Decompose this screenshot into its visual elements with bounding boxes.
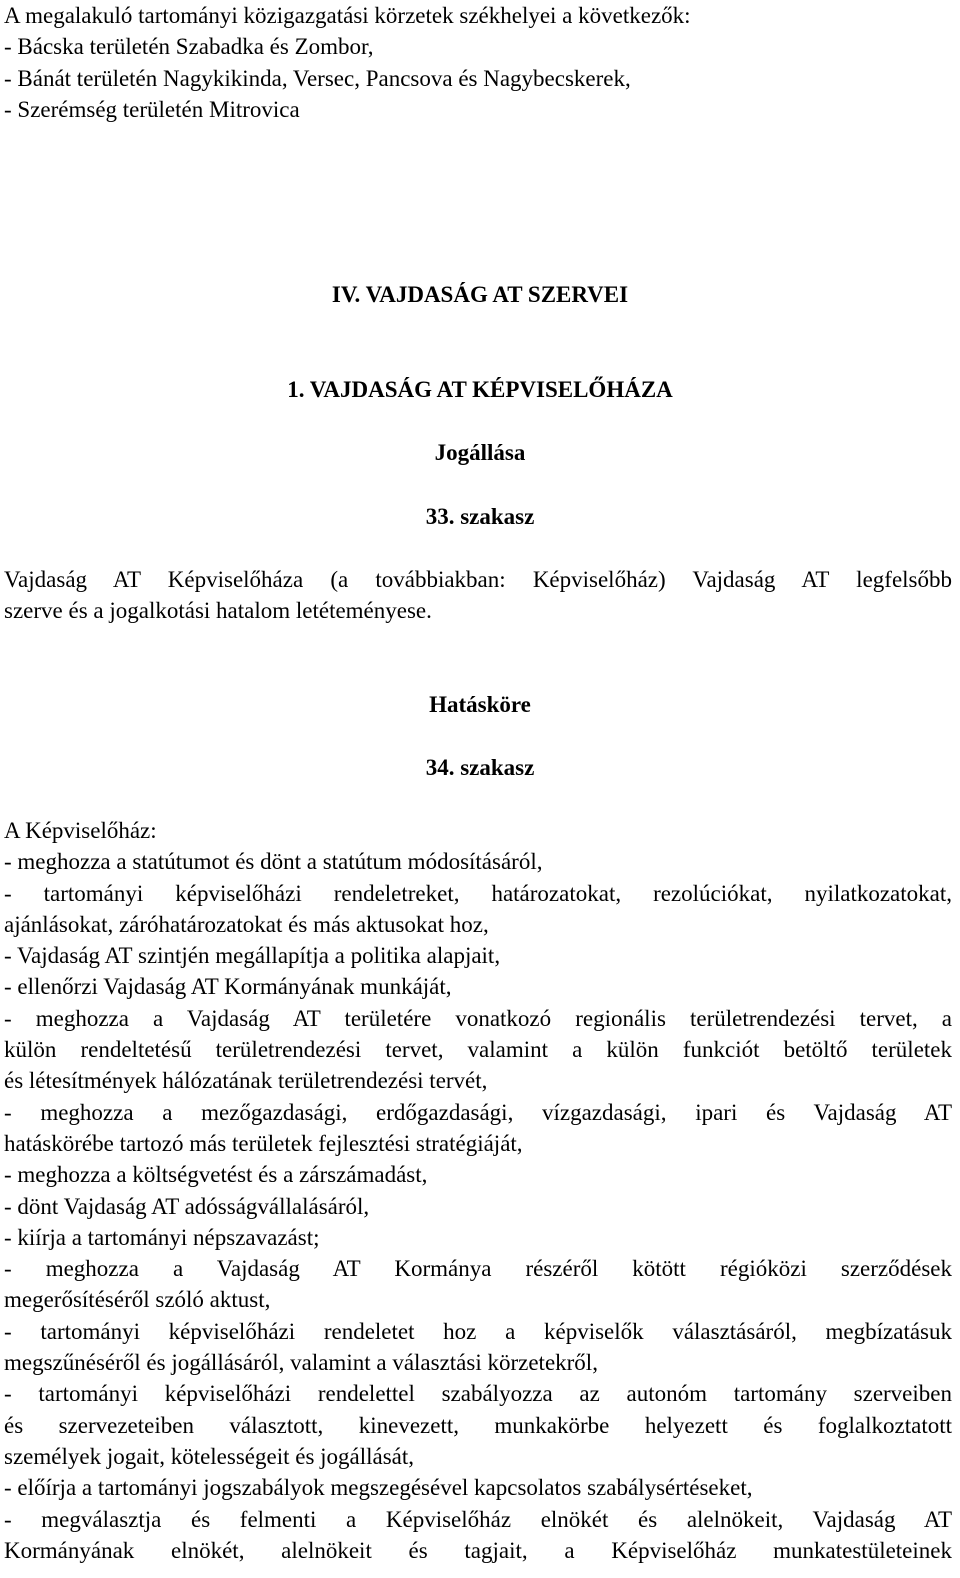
list-line: - meghozza a Vajdaság AT Kormánya részéről kötött régióközi szerződések (4, 1256, 952, 1282)
list-line: - tartományi képviselőházi rendelettel szabályozza az autonóm tartomány szerveiben (4, 1381, 952, 1407)
list-line: - meghozza a mezőgazdasági, erdőgazdasági, vízgazdasági, ipari és Vajdaság AT (4, 1099, 952, 1125)
list-line: és szervezeteiben választott, kinevezett, munkakörbe helyezett és foglalkoztatott (4, 1412, 952, 1438)
list-line: - ellenőrzi Vajdaság AT Kormányának munkáját, (4, 974, 452, 1000)
list-line: hatáskörébe tartozó más területek fejlesztési stratégiáját, (4, 1130, 523, 1156)
list-line: - tartományi képviselőházi rendeletet hoz a képviselők választásáról, megbízatásuk (4, 1318, 952, 1344)
chapter-heading: 1. VAJDASÁG AT KÉPVISELŐHÁZA (287, 377, 673, 402)
list-line: - meghozza a Vajdaság AT területére vonatkozó regionális területrendezési tervet, a (4, 1005, 952, 1031)
list-line: - kiírja a tartományi népszavazást; (4, 1224, 320, 1250)
list-line: külön rendeltetésű területrendezési tervet, valamint a külön funkciót betöltő területek (4, 1037, 952, 1063)
intro-line: - Bánát területén Nagykikinda, Versec, Pancsova és Nagybecskerek, (4, 65, 631, 91)
list-line: Kormányának elnökét, alelnökeit és tagjait, a Képviselőház munkatestületeinek (4, 1537, 952, 1563)
list-line: - előírja a tartományi jogszabályok megszegésével kapcsolatos szabálysértéseket, (4, 1475, 753, 1501)
list-line: - tartományi képviselőházi rendeletreket, határozatokat, rezolúciókat, nyilatkozatokat, (4, 880, 952, 906)
section-34-text (4, 815, 952, 1566)
part-heading: IV. VAJDASÁG AT SZERVEI (331, 282, 629, 307)
paragraph-line: Vajdaság AT Képviselőháza (a továbbiakban: Képviselőház) Vajdaság AT legfelsőbb (4, 567, 952, 592)
section-number: 34. szakasz (425, 755, 535, 780)
subheading-competence: Hatásköre (429, 692, 531, 717)
list-line: és létesítmények hálózatának területrendezési tervét, (4, 1068, 488, 1094)
intro-line: - Szerémség területén Mitrovica (4, 96, 300, 122)
list-line: személyek jogait, kötelességeit és jogállását, (4, 1443, 415, 1469)
intro-block (4, 0, 952, 125)
paragraph-line: szerve és a jogalkotási hatalom letéteményese. (4, 598, 432, 624)
list-line: - Vajdaság AT szintjén megállapítja a politika alapjait, (4, 943, 501, 969)
list-line: - dönt Vajdaság AT adósságvállalásáról, (4, 1193, 370, 1219)
subheading-legal-status: Jogállása (434, 440, 526, 465)
list-line: - megválasztja és felmenti a Képviselőház elnökét és alelnökeit, Vajdaság AT (4, 1506, 952, 1532)
intro-line: A megalakuló tartományi közigazgatási körzetek székhelyei a következők: (4, 3, 691, 28)
list-line: - meghozza a statútumot és dönt a statútum módosításáról, (4, 849, 543, 875)
intro-line: - Bácska területén Szabadka és Zombor, (4, 34, 374, 60)
list-line: - meghozza a költségvetést és a zárszámadást, (4, 1162, 428, 1188)
list-line: ajánlásokat, záróhatározatokat és más aktusokat hoz, (4, 911, 489, 937)
paragraph-lead: A Képviselőház: (4, 818, 157, 843)
list-line: megerősítéséről szóló aktust, (4, 1287, 271, 1313)
section-33-text (4, 564, 952, 627)
section-number: 33. szakasz (425, 504, 535, 529)
list-line: megszűnéséről és jogállásáról, valamint a választási körzetekről, (4, 1350, 598, 1376)
